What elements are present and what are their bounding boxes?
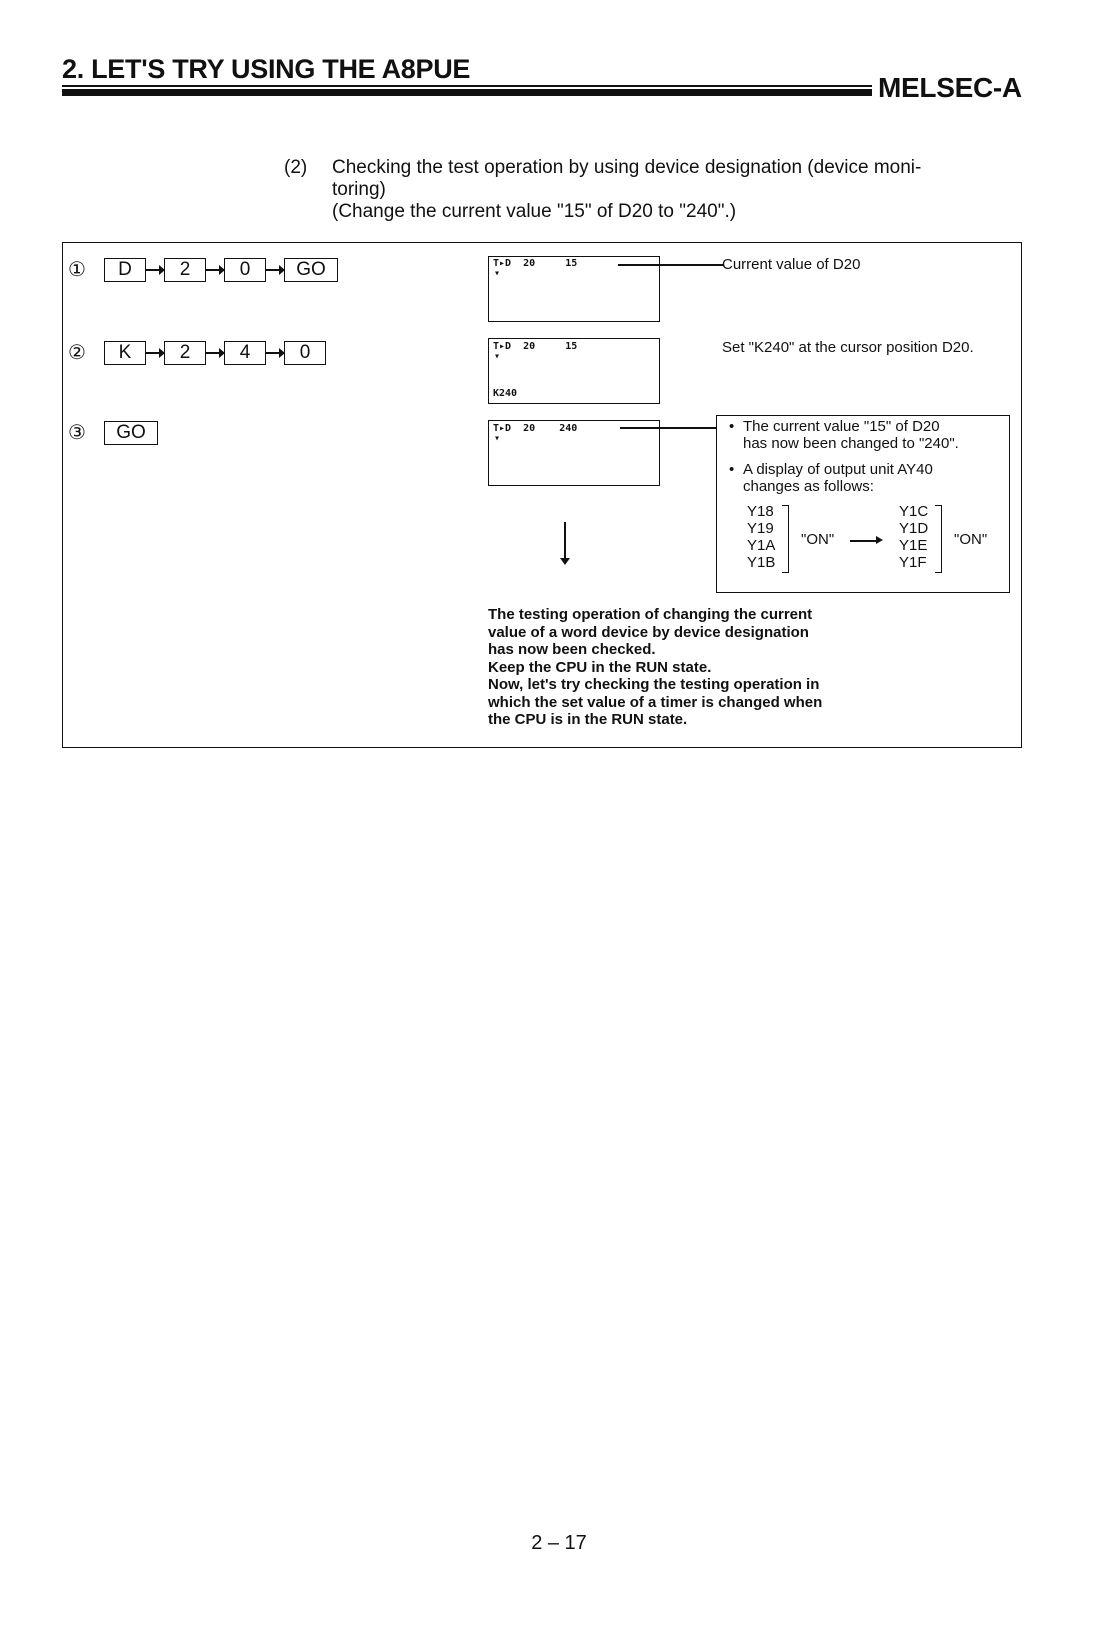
left-state: "ON" [801,531,835,548]
note-bullet-1: The current value "15" of D20 has now been changed to "240". [743,418,959,452]
output-y1e: Y1E [899,537,928,554]
intro-line-2: toring) [332,179,386,200]
step-3-keys [104,421,158,445]
output-y1f: Y1F [899,554,927,571]
lcd-screen-3-line: T▸D 20 240 [493,423,578,434]
right-arrowhead-icon [876,536,883,544]
lcd-screen-2-line: T▸D 20 15 [493,341,578,352]
intro-text [332,157,1032,223]
right-state: "ON" [954,531,988,548]
key-4: 4 [224,341,266,365]
step-2-keys [104,341,326,365]
page-number: 2 – 17 [531,1532,587,1554]
right-output-list [899,503,928,571]
output-y1a: Y1A [747,537,776,554]
right-brace-icon [935,505,942,573]
arrow-icon [146,269,164,271]
output-y1d: Y1D [899,520,929,537]
intro-line-1: Checking the test operation by using device designation (device moni- [332,157,922,178]
arrow-icon [146,352,164,354]
lcd-screen-1-line: T▸D 20 15 [493,258,578,269]
step-1-keys [104,258,338,282]
output-y18: Y18 [747,503,774,520]
arrow-icon [206,352,224,354]
scroll-arrows-icon: ▾ [494,433,501,444]
section-title: 2. LET'S TRY USING THE A8PUE [62,54,471,84]
arrow-icon [266,352,284,354]
annotation-current-value: Current value of D20 [722,256,861,273]
down-arrowhead-icon [560,558,570,565]
summary-text: The testing operation of changing the current value of a word device by device designation has now been checked. Keep the CPU in the RUN state. Now, let's try checking the testing operation in which the set value of a timer is changed when the CPU is in the RUN state. [488,606,823,728]
left-brace-icon [782,505,789,573]
key-k: K [104,341,146,365]
output-y1b: Y1B [747,554,776,571]
down-arrow-icon [564,522,566,562]
step-3-marker: ③ [68,422,86,444]
key-2: 2 [164,341,206,365]
key-go: GO [284,258,338,282]
key-0: 0 [284,341,326,365]
scroll-arrows-icon: ▾ [494,351,501,362]
header-rule-thin [62,85,872,87]
left-output-list [747,503,775,571]
leader-line [620,427,716,429]
scroll-arrows-icon: ▾ [494,268,501,279]
bullet-icon: • [729,461,735,478]
annotation-set-k240: Set "K240" at the cursor position D20. [722,339,974,356]
intro-line-3: (Change the current value "15" of D20 to "240".) [332,201,737,222]
step-2-marker: ② [68,342,86,364]
arrow-icon [266,269,284,271]
key-0: 0 [224,258,266,282]
right-arrow-icon [850,540,878,542]
key-d: D [104,258,146,282]
key-go: GO [104,421,158,445]
leader-line [618,264,724,266]
header-rule [62,89,872,96]
output-y1c: Y1C [899,503,929,520]
item-number: (2) [284,157,308,178]
bullet-icon: • [729,418,735,435]
step-1-marker: ① [68,259,86,281]
note-bullet-2: A display of output unit AY40 changes as follows: [743,461,933,495]
output-y19: Y19 [747,520,774,537]
brand-label: MELSEC-A [878,72,1022,103]
arrow-icon [206,269,224,271]
key-2: 2 [164,258,206,282]
lcd-screen-2-input: K240 [493,388,518,399]
